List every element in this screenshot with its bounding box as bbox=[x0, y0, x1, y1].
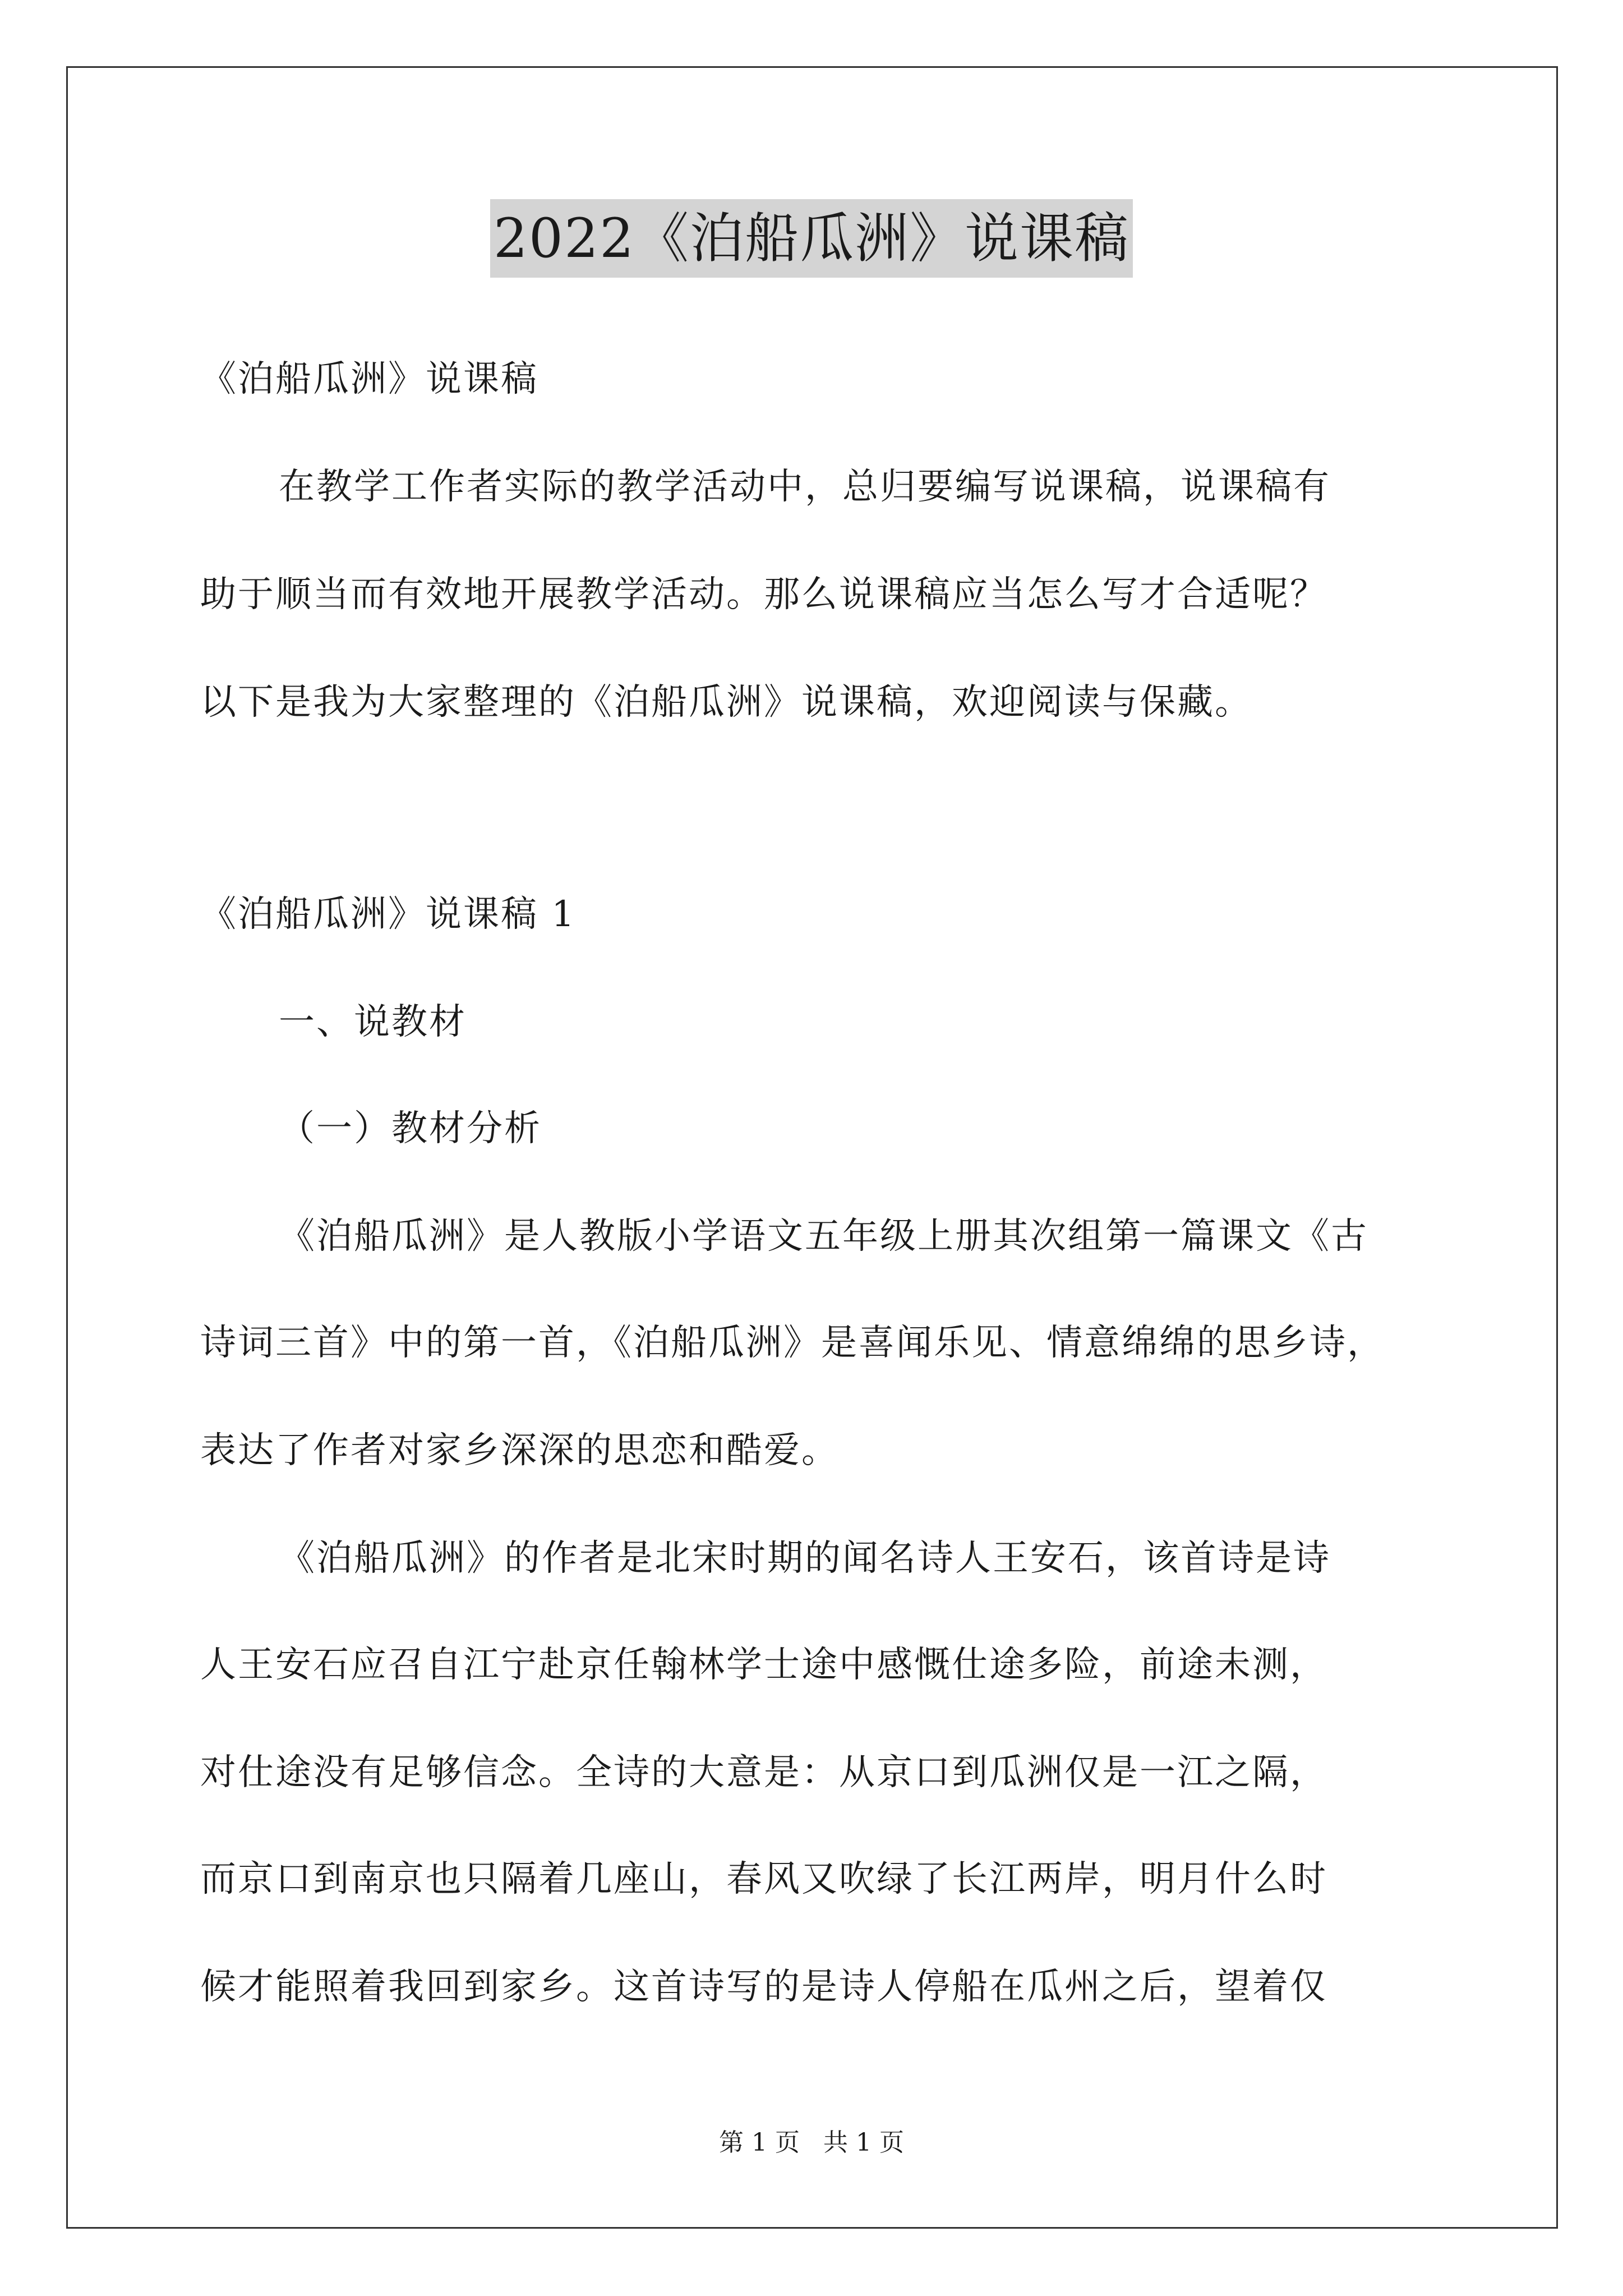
para1-line-2: 诗词三首》中的第一首，《泊船瓜洲》是喜闻乐见、情意绵绵的思乡诗， bbox=[200, 1322, 1385, 1364]
page-total: 共 1 页 bbox=[823, 2128, 904, 2157]
title-container bbox=[0, 199, 1623, 278]
section-title: 《泊船瓜洲》说课稿 1 bbox=[200, 894, 577, 935]
page-number: 第 1 页 bbox=[719, 2128, 800, 2157]
para2-line-1: 《泊船瓜洲》的作者是北宋时期的闻名诗人王安石，该首诗是诗 bbox=[279, 1538, 1331, 1579]
para2-line-3: 对仕途没有足够信念。全诗的大意是：从京口到瓜洲仅是一江之隔， bbox=[200, 1752, 1327, 1793]
intro-line-3: 以下是我为大家整理的《泊船瓜洲》说课稿，欢迎阅读与保藏。 bbox=[200, 682, 1252, 723]
para2-line-4: 而京口到南京也只隔着几座山，春风又吹绿了长江两岸，明月什么时 bbox=[200, 1858, 1327, 1900]
para1-line-1: 《泊船瓜洲》是人教版小学语文五年级上册其次组第一篇课文《古 bbox=[279, 1216, 1368, 1257]
intro-line-1: 在教学工作者实际的教学活动中，总归要编写说课稿，说课稿有 bbox=[279, 466, 1331, 508]
para2-line-5: 候才能照着我回到家乡。这首诗写的是诗人停船在瓜州之后，望着仅 bbox=[200, 1966, 1327, 2008]
para2-line-2: 人王安石应召自江宁赴京任翰林学士途中感慨仕途多险，前途未测， bbox=[200, 1644, 1327, 1686]
intro-line-2: 助于顺当而有效地开展教学活动。那么说课稿应当怎么写才合适呢？ bbox=[200, 574, 1327, 615]
document-subtitle: 《泊船瓜洲》说课稿 bbox=[200, 358, 538, 400]
para1-line-3: 表达了作者对家乡深深的思恋和酷爱。 bbox=[200, 1430, 839, 1471]
page-footer bbox=[0, 2126, 1623, 2160]
document-title: 2022《泊船瓜洲》说课稿 bbox=[490, 199, 1133, 278]
heading-textbook-analysis: （一）教材分析 bbox=[279, 1108, 542, 1149]
heading-say-textbook: 一、说教材 bbox=[279, 1001, 467, 1043]
